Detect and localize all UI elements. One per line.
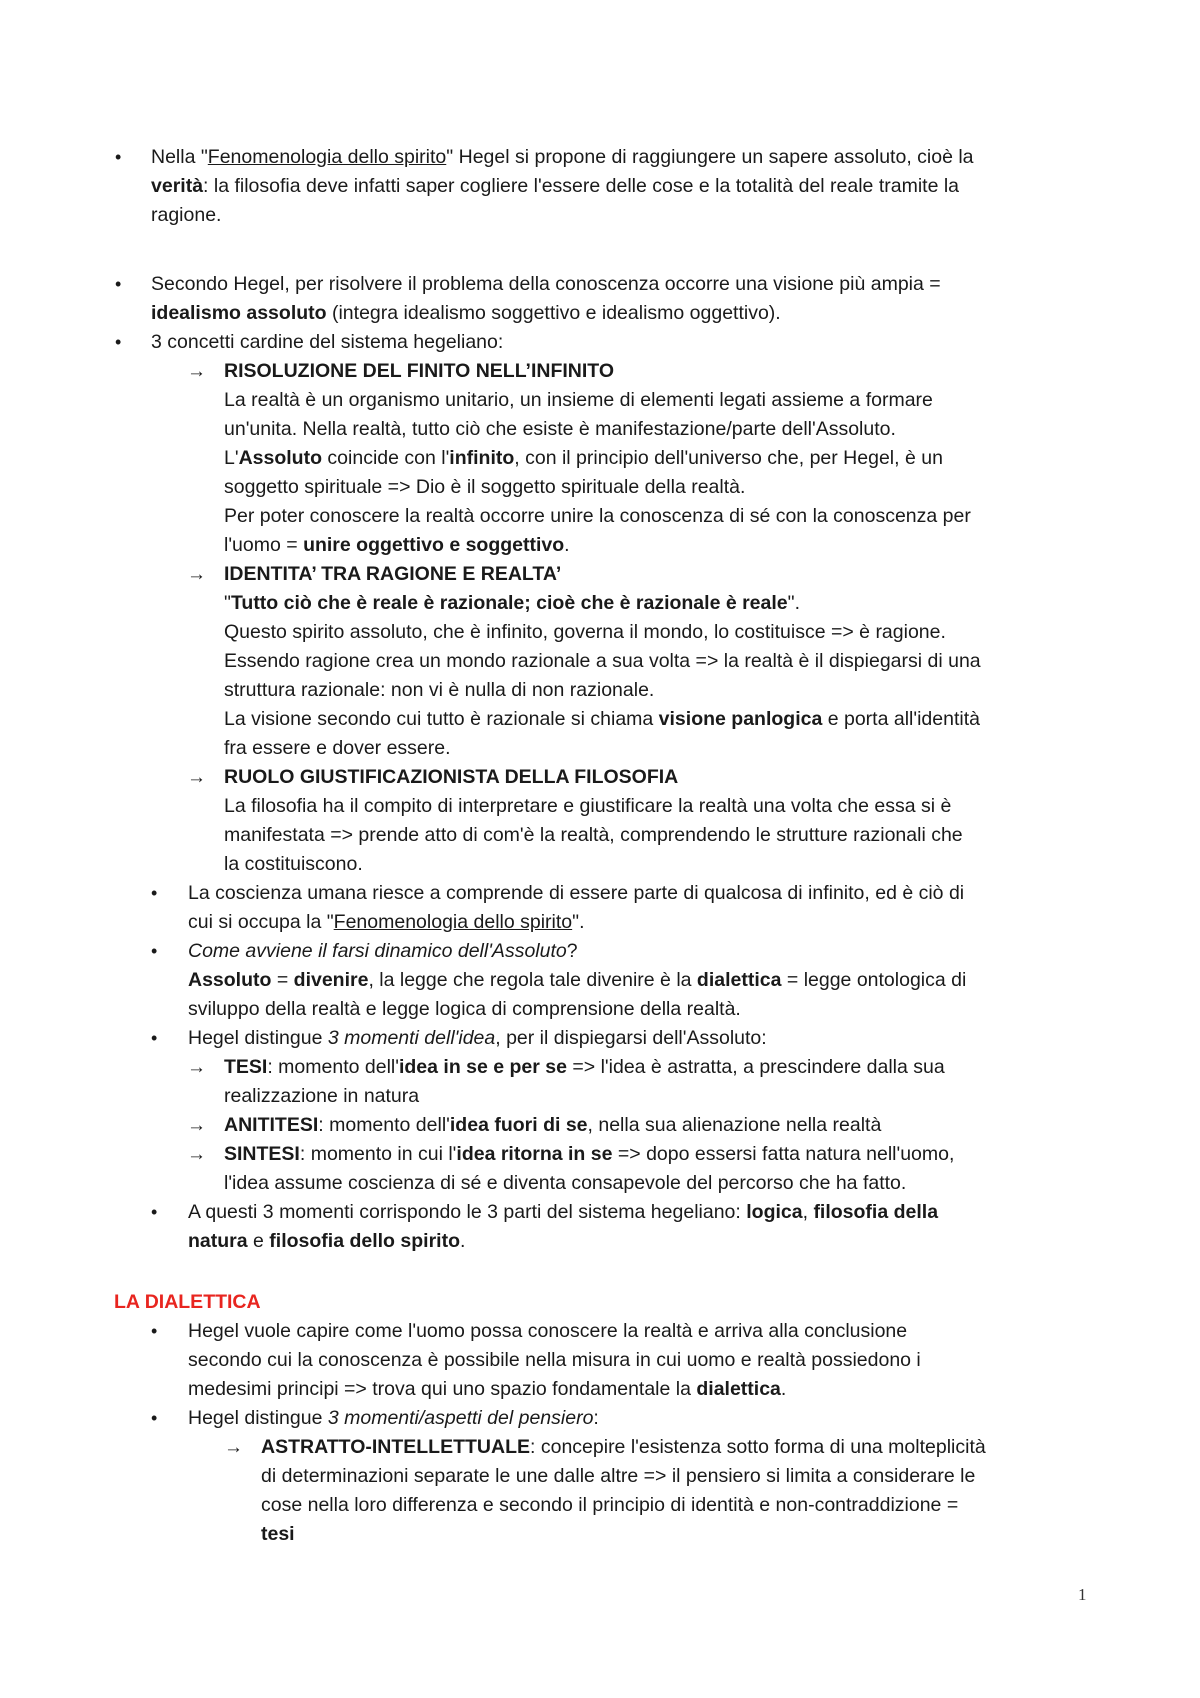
text-line — [224, 1053, 945, 1082]
text-segment: l'uomo = — [224, 534, 304, 556]
bold-text: idealismo assoluto — [151, 302, 327, 324]
underlined-title: Fenomenologia dello spirito — [333, 911, 573, 933]
text-segment: Per poter conoscere la realtà occorre unire la conoscenza di sé con la conoscenza per — [224, 505, 971, 527]
bold-text: tesi — [261, 1523, 295, 1545]
text-line — [224, 1111, 881, 1140]
bold-text: idea in se e per se — [398, 1056, 567, 1078]
text-segment: L' — [224, 447, 239, 469]
bold-text: dialettica — [696, 969, 782, 991]
bold-text: Tutto ciò che è reale è razionale; cioè che è razionale è reale — [230, 592, 788, 614]
text-line — [224, 473, 745, 502]
arrow-right-icon: → — [187, 1057, 206, 1078]
text-segment: Questo spirito assoluto, che è infinito, governa il mondo, lo costituisce => è ragione. — [224, 621, 946, 643]
text-segment: ". — [787, 592, 800, 614]
text-segment: medesimi principi => trova qui uno spazio fondamentale la — [188, 1378, 697, 1400]
text-segment: Hegel distingue — [188, 1027, 328, 1049]
bold-text: visione panlogica — [658, 708, 823, 730]
text-line — [188, 995, 741, 1024]
text-line — [224, 1169, 906, 1198]
text-segment: Hegel vuole capire come l'uomo possa conoscere la realtà e arriva alla conclusione — [188, 1320, 908, 1342]
text-line — [188, 1317, 907, 1346]
text-line — [224, 444, 943, 473]
text-line — [224, 589, 800, 618]
text-segment: " — [224, 592, 231, 614]
bold-text: RUOLO GIUSTIFICAZIONISTA DELLA FILOSOFIA — [224, 766, 679, 788]
text-line — [261, 1462, 975, 1491]
text-line — [224, 676, 654, 705]
text-segment: = legge ontologica di — [781, 969, 967, 991]
text-segment: : momento dell' — [267, 1056, 399, 1078]
bullet-icon: • — [115, 274, 122, 294]
text-segment: e porta all'identità — [822, 708, 980, 730]
text-line — [151, 201, 221, 230]
text-line — [188, 1198, 938, 1227]
text-segment: , per il dispiegarsi dell'Assoluto: — [495, 1027, 767, 1049]
italic-text: Come avviene il farsi dinamico dell'Assoluto — [188, 940, 567, 962]
text-segment: La realtà è un organismo unitario, un insieme di elementi legati assieme a formare — [224, 389, 933, 411]
bold-text: ANITITESI — [224, 1114, 319, 1136]
text-segment: Secondo Hegel, per risolvere il problema della conoscenza occorre una visione più ampia = — [151, 273, 941, 295]
text-segment: 3 concetti cardine del sistema hegeliano: — [151, 331, 504, 353]
text-line — [188, 1346, 921, 1375]
text-segment: : — [593, 1407, 599, 1429]
bold-text: filosofia della — [813, 1201, 939, 1223]
text-segment: Nella " — [151, 146, 208, 168]
text-line — [224, 705, 980, 734]
text-segment: soggetto spirituale => Dio è il soggetto spirituale della realtà. — [224, 476, 746, 498]
bold-text: idea fuori di se — [449, 1114, 588, 1136]
text-line — [224, 821, 963, 850]
text-line — [151, 172, 959, 201]
text-line — [188, 879, 964, 908]
text-segment: la costituiscono. — [224, 853, 363, 875]
bold-text: logica — [746, 1201, 803, 1223]
text-segment: : momento in cui l' — [299, 1143, 457, 1165]
text-segment: fra essere e dover essere. — [224, 737, 451, 759]
text-line — [188, 1024, 767, 1053]
text-line — [151, 143, 974, 172]
text-segment: ragione. — [151, 204, 222, 226]
text-line — [224, 1082, 419, 1111]
bold-text: Assoluto — [238, 447, 322, 469]
text-segment: (integra idealismo soggettivo e idealismo oggettivo). — [326, 302, 781, 324]
bullet-icon: • — [151, 883, 158, 903]
italic-text: 3 momenti dell'idea — [327, 1027, 496, 1049]
text-segment: La visione secondo cui tutto è razionale si chiama — [224, 708, 659, 730]
text-line — [224, 1140, 954, 1169]
bold-text: dialettica — [696, 1378, 781, 1400]
text-segment: ? — [566, 940, 578, 962]
text-line — [188, 908, 585, 937]
bold-text: divenire — [293, 969, 369, 991]
text-line — [224, 531, 570, 560]
text-segment: coincide con l' — [322, 447, 450, 469]
arrow-right-icon: → — [224, 1437, 243, 1458]
text-segment: , la legge che regola tale divenire è la — [368, 969, 697, 991]
text-segment: => l'idea è astratta, a prescindere dalla sua — [566, 1056, 945, 1078]
text-segment: cui si occupa la " — [188, 911, 334, 933]
text-line — [224, 734, 451, 763]
bullet-icon: • — [115, 332, 122, 352]
bullet-icon: • — [151, 941, 158, 961]
arrow-right-icon: → — [187, 1115, 206, 1136]
text-segment: . — [459, 1230, 466, 1252]
text-segment: ". — [572, 911, 585, 933]
text-segment: sviluppo della realtà e legge logica di comprensione della realtà. — [188, 998, 741, 1020]
text-segment: di determinazioni separate le une dalle altre => il pensiero si limita a considerare le — [261, 1465, 976, 1487]
text-segment: A questi 3 momenti corrispondo le 3 parti del sistema hegeliano: — [188, 1201, 747, 1223]
text-line — [188, 1227, 465, 1256]
text-segment: : la filosofia deve infatti saper cogliere l'essere delle cose e la totalità del reale tramite la — [203, 175, 960, 197]
bullet-icon: • — [151, 1408, 158, 1428]
text-segment: e — [247, 1230, 270, 1252]
bullet-icon: • — [151, 1202, 158, 1222]
text-segment: struttura razionale: non vi è nulla di non razionale. — [224, 679, 655, 701]
text-line — [224, 386, 933, 415]
section-heading: LA DIALETTICA — [114, 1291, 261, 1313]
underlined-title: Fenomenologia dello spirito — [207, 146, 447, 168]
text-segment: La filosofia ha il compito di interpretare e giustificare la realtà una volta che essa si è — [224, 795, 952, 817]
text-segment: Essendo ragione crea un mondo razionale a sua volta => la realtà è il dispiegarsi di una — [224, 650, 981, 672]
text-line — [261, 1433, 986, 1462]
text-line — [188, 1375, 786, 1404]
bold-text: SINTESI — [224, 1143, 300, 1165]
arrow-right-icon: → — [187, 361, 206, 382]
text-line — [224, 647, 981, 676]
text-line — [261, 1491, 958, 1520]
arrow-right-icon: → — [187, 564, 206, 585]
text-line — [224, 560, 561, 589]
text-line — [224, 502, 971, 531]
bold-text: unire oggettivo e soggettivo — [303, 534, 565, 556]
bullet-icon: • — [151, 1028, 158, 1048]
text-line — [224, 618, 946, 647]
text-segment: . — [780, 1378, 787, 1400]
text-segment: , con il principio dell'universo che, per Hegel, è un — [514, 447, 943, 469]
text-segment: manifestata => prende atto di com'è la realtà, comprendendo le strutture razionali che — [224, 824, 963, 846]
text-segment: cose nella loro differenza e secondo il principio di identità e non-contraddizione = — [261, 1494, 959, 1516]
text-line — [151, 328, 503, 357]
text-segment: un'unita. Nella realtà, tutto ciò che esiste è manifestazione/parte dell'Assoluto. — [224, 418, 896, 440]
bold-text: ASTRATTO-INTELLETTUALE — [261, 1436, 531, 1458]
text-line — [224, 357, 614, 386]
text-line — [261, 1520, 295, 1549]
text-segment: : concepire l'esistenza sotto forma di una molteplicità — [530, 1436, 986, 1458]
text-segment: => dopo essersi fatta natura nell'uomo, — [612, 1143, 955, 1165]
text-line — [151, 270, 941, 299]
text-segment: , — [802, 1201, 814, 1223]
text-line — [188, 1404, 599, 1433]
text-segment: , nella sua alienazione nella realtà — [587, 1114, 882, 1136]
bullet-icon: • — [115, 147, 122, 167]
bold-text: TESI — [224, 1056, 268, 1078]
text-segment: secondo cui la conoscenza è possibile nella misura in cui uomo e realtà possiedono i — [188, 1349, 921, 1371]
text-line — [188, 966, 966, 995]
text-segment: . — [564, 534, 570, 556]
text-segment: " Hegel si propone di raggiungere un sapere assoluto, cioè la — [446, 146, 974, 168]
text-segment: l'idea assume coscienza di sé e diventa consapevole del percorso che ha fatto. — [224, 1172, 907, 1194]
text-segment: La coscienza umana riesce a comprende di essere parte di qualcosa di infinito, ed è ciò di — [188, 882, 965, 904]
text-line — [224, 763, 678, 792]
italic-text: 3 momenti/aspetti del pensiero — [327, 1407, 594, 1429]
text-line — [224, 850, 363, 879]
text-segment: realizzazione in natura — [224, 1085, 420, 1107]
arrow-right-icon: → — [187, 767, 206, 788]
text-segment: Hegel distingue — [188, 1407, 328, 1429]
bullet-icon: • — [151, 1321, 158, 1341]
text-segment: = — [271, 969, 294, 991]
bold-text: idea ritorna in se — [456, 1143, 613, 1165]
bold-text: RISOLUZIONE DEL FINITO NELL’INFINITO — [224, 360, 615, 382]
bold-text: natura — [188, 1230, 248, 1252]
page-number: 1 — [1078, 1585, 1087, 1604]
text-line — [224, 792, 951, 821]
text-line — [188, 937, 578, 966]
text-line — [224, 415, 896, 444]
bold-text: Assoluto — [188, 969, 272, 991]
text-line — [151, 299, 781, 328]
bold-text: infinito — [449, 447, 515, 469]
text-segment: : momento dell' — [318, 1114, 450, 1136]
bold-text: verità — [151, 175, 204, 197]
arrow-right-icon: → — [187, 1144, 206, 1165]
bold-text: IDENTITA’ TRA RAGIONE E REALTA’ — [224, 563, 562, 585]
bold-text: filosofia dello spirito — [269, 1230, 460, 1252]
